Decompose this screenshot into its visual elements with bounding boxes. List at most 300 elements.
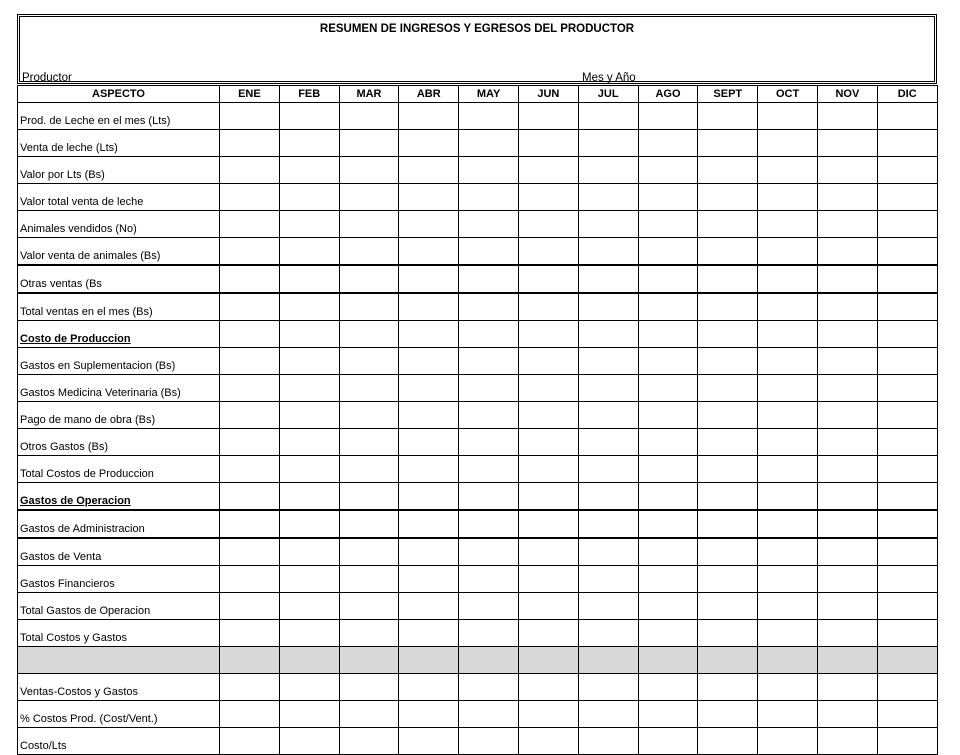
month-cell-may[interactable] xyxy=(459,593,519,620)
month-cell-jun[interactable] xyxy=(518,293,578,321)
month-cell-nov[interactable] xyxy=(817,456,877,483)
month-cell-abr[interactable] xyxy=(399,293,459,321)
month-cell-feb[interactable] xyxy=(279,130,339,157)
month-cell-nov[interactable] xyxy=(817,184,877,211)
month-cell-oct[interactable] xyxy=(758,728,818,755)
month-cell-ene[interactable] xyxy=(220,348,280,375)
month-cell-ago[interactable] xyxy=(638,348,698,375)
month-cell-dic[interactable] xyxy=(877,184,937,211)
month-cell-ago[interactable] xyxy=(638,593,698,620)
month-cell-sept[interactable] xyxy=(698,538,758,566)
month-cell-abr[interactable] xyxy=(399,103,459,130)
month-cell-feb[interactable] xyxy=(279,483,339,511)
month-cell-ago[interactable] xyxy=(638,402,698,429)
month-cell-mar[interactable] xyxy=(339,701,399,728)
month-cell-feb[interactable] xyxy=(279,103,339,130)
month-cell-jul[interactable] xyxy=(578,456,638,483)
month-cell-may[interactable] xyxy=(459,184,519,211)
month-cell-ene[interactable] xyxy=(220,402,280,429)
month-cell-oct[interactable] xyxy=(758,566,818,593)
month-cell-dic[interactable] xyxy=(877,238,937,266)
month-cell-ago[interactable] xyxy=(638,566,698,593)
month-cell-jun[interactable] xyxy=(518,402,578,429)
month-cell-ago[interactable] xyxy=(638,375,698,402)
month-cell-dic[interactable] xyxy=(877,429,937,456)
month-cell-nov[interactable] xyxy=(817,620,877,647)
month-cell-oct[interactable] xyxy=(758,321,818,348)
month-cell-nov[interactable] xyxy=(817,728,877,755)
month-cell-may[interactable] xyxy=(459,238,519,266)
month-cell-ene[interactable] xyxy=(220,456,280,483)
month-cell-ene[interactable] xyxy=(220,429,280,456)
month-cell-nov[interactable] xyxy=(817,348,877,375)
month-cell-mar[interactable] xyxy=(339,211,399,238)
month-cell-abr[interactable] xyxy=(399,321,459,348)
month-cell-may[interactable] xyxy=(459,566,519,593)
month-cell-jul[interactable] xyxy=(578,265,638,293)
month-cell-ago[interactable] xyxy=(638,429,698,456)
row-label: Gastos de Administracion xyxy=(18,510,220,538)
month-cell-nov[interactable] xyxy=(817,293,877,321)
month-cell-jun[interactable] xyxy=(518,647,578,674)
month-cell-jul[interactable] xyxy=(578,483,638,511)
month-cell-sept[interactable] xyxy=(698,211,758,238)
month-cell-ago[interactable] xyxy=(638,238,698,266)
row-label: Gastos Financieros xyxy=(18,566,220,593)
month-cell-mar[interactable] xyxy=(339,348,399,375)
month-cell-jul[interactable] xyxy=(578,402,638,429)
month-cell-feb[interactable] xyxy=(279,456,339,483)
month-cell-dic[interactable] xyxy=(877,211,937,238)
month-cell-ago[interactable] xyxy=(638,538,698,566)
month-cell-oct[interactable] xyxy=(758,157,818,184)
month-cell-jun[interactable] xyxy=(518,620,578,647)
month-cell-dic[interactable] xyxy=(877,510,937,538)
month-cell-oct[interactable] xyxy=(758,510,818,538)
month-cell-feb[interactable] xyxy=(279,402,339,429)
month-cell-mar[interactable] xyxy=(339,728,399,755)
month-cell-jul[interactable] xyxy=(578,348,638,375)
month-cell-nov[interactable] xyxy=(817,130,877,157)
month-cell-mar[interactable] xyxy=(339,429,399,456)
month-cell-abr[interactable] xyxy=(399,728,459,755)
month-cell-may[interactable] xyxy=(459,483,519,511)
month-cell-abr[interactable] xyxy=(399,348,459,375)
month-cell-may[interactable] xyxy=(459,211,519,238)
month-cell-abr[interactable] xyxy=(399,211,459,238)
month-cell-jul[interactable] xyxy=(578,375,638,402)
month-cell-sept[interactable] xyxy=(698,701,758,728)
month-cell-jun[interactable] xyxy=(518,348,578,375)
month-cell-dic[interactable] xyxy=(877,701,937,728)
month-cell-mar[interactable] xyxy=(339,184,399,211)
table-row xyxy=(18,265,938,293)
month-cell-oct[interactable] xyxy=(758,348,818,375)
month-cell-jul[interactable] xyxy=(578,321,638,348)
month-cell-oct[interactable] xyxy=(758,265,818,293)
month-cell-oct[interactable] xyxy=(758,701,818,728)
month-cell-may[interactable] xyxy=(459,402,519,429)
month-cell-abr[interactable] xyxy=(399,674,459,701)
month-cell-oct[interactable] xyxy=(758,375,818,402)
month-cell-ene[interactable] xyxy=(220,130,280,157)
month-cell-dic[interactable] xyxy=(877,348,937,375)
month-cell-jun[interactable] xyxy=(518,483,578,511)
month-cell-jun[interactable] xyxy=(518,375,578,402)
month-cell-sept[interactable] xyxy=(698,402,758,429)
month-cell-feb[interactable] xyxy=(279,593,339,620)
month-cell-ago[interactable] xyxy=(638,674,698,701)
month-cell-dic[interactable] xyxy=(877,375,937,402)
month-cell-nov[interactable] xyxy=(817,321,877,348)
month-cell-oct[interactable] xyxy=(758,184,818,211)
month-cell-may[interactable] xyxy=(459,620,519,647)
month-cell-sept[interactable] xyxy=(698,456,758,483)
month-cell-mar[interactable] xyxy=(339,538,399,566)
table-row xyxy=(18,348,938,375)
month-cell-oct[interactable] xyxy=(758,538,818,566)
month-cell-sept[interactable] xyxy=(698,321,758,348)
month-cell-nov[interactable] xyxy=(817,103,877,130)
month-cell-jul[interactable] xyxy=(578,538,638,566)
month-cell-oct[interactable] xyxy=(758,238,818,266)
month-cell-abr[interactable] xyxy=(399,157,459,184)
month-cell-nov[interactable] xyxy=(817,674,877,701)
month-cell-sept[interactable] xyxy=(698,238,758,266)
month-cell-sept[interactable] xyxy=(698,184,758,211)
month-cell-oct[interactable] xyxy=(758,593,818,620)
month-cell-feb[interactable] xyxy=(279,701,339,728)
month-cell-mar[interactable] xyxy=(339,265,399,293)
month-cell-jul[interactable] xyxy=(578,620,638,647)
month-cell-may[interactable] xyxy=(459,510,519,538)
month-cell-nov[interactable] xyxy=(817,211,877,238)
month-cell-mar[interactable] xyxy=(339,157,399,184)
month-cell-ene[interactable] xyxy=(220,238,280,266)
month-cell-feb[interactable] xyxy=(279,510,339,538)
column-header-dic: DIC xyxy=(877,86,937,103)
month-cell-ene[interactable] xyxy=(220,701,280,728)
month-cell-may[interactable] xyxy=(459,674,519,701)
month-cell-may[interactable] xyxy=(459,293,519,321)
month-cell-ago[interactable] xyxy=(638,321,698,348)
month-cell-sept[interactable] xyxy=(698,593,758,620)
month-cell-ene[interactable] xyxy=(220,157,280,184)
month-cell-nov[interactable] xyxy=(817,402,877,429)
month-cell-abr[interactable] xyxy=(399,238,459,266)
month-cell-nov[interactable] xyxy=(817,429,877,456)
month-cell-ene[interactable] xyxy=(220,674,280,701)
month-cell-jun[interactable] xyxy=(518,566,578,593)
month-cell-ago[interactable] xyxy=(638,184,698,211)
month-cell-sept[interactable] xyxy=(698,103,758,130)
month-cell-ene[interactable] xyxy=(220,103,280,130)
table-row xyxy=(18,538,938,566)
month-cell-may[interactable] xyxy=(459,375,519,402)
month-cell-sept[interactable] xyxy=(698,265,758,293)
month-cell-ago[interactable] xyxy=(638,510,698,538)
month-cell-oct[interactable] xyxy=(758,103,818,130)
month-cell-ago[interactable] xyxy=(638,728,698,755)
month-cell-ene[interactable] xyxy=(220,647,280,674)
month-cell-abr[interactable] xyxy=(399,510,459,538)
month-cell-dic[interactable] xyxy=(877,130,937,157)
month-cell-ago[interactable] xyxy=(638,103,698,130)
month-cell-jun[interactable] xyxy=(518,674,578,701)
month-cell-jun[interactable] xyxy=(518,130,578,157)
month-cell-abr[interactable] xyxy=(399,647,459,674)
month-cell-oct[interactable] xyxy=(758,402,818,429)
month-cell-abr[interactable] xyxy=(399,265,459,293)
month-cell-feb[interactable] xyxy=(279,184,339,211)
month-cell-oct[interactable] xyxy=(758,456,818,483)
month-cell-ene[interactable] xyxy=(220,184,280,211)
month-cell-jul[interactable] xyxy=(578,728,638,755)
month-cell-nov[interactable] xyxy=(817,593,877,620)
table-body xyxy=(18,103,938,755)
month-cell-abr[interactable] xyxy=(399,593,459,620)
month-cell-feb[interactable] xyxy=(279,211,339,238)
month-cell-may[interactable] xyxy=(459,265,519,293)
month-cell-feb[interactable] xyxy=(279,238,339,266)
month-cell-abr[interactable] xyxy=(399,701,459,728)
month-cell-mar[interactable] xyxy=(339,321,399,348)
month-cell-jun[interactable] xyxy=(518,184,578,211)
month-cell-sept[interactable] xyxy=(698,130,758,157)
month-cell-nov[interactable] xyxy=(817,647,877,674)
month-cell-ago[interactable] xyxy=(638,647,698,674)
month-cell-may[interactable] xyxy=(459,728,519,755)
month-cell-oct[interactable] xyxy=(758,130,818,157)
month-cell-ene[interactable] xyxy=(220,510,280,538)
month-cell-sept[interactable] xyxy=(698,728,758,755)
month-cell-feb[interactable] xyxy=(279,674,339,701)
month-cell-sept[interactable] xyxy=(698,157,758,184)
month-cell-dic[interactable] xyxy=(877,728,937,755)
month-cell-jun[interactable] xyxy=(518,157,578,184)
month-cell-oct[interactable] xyxy=(758,483,818,511)
month-cell-jun[interactable] xyxy=(518,728,578,755)
month-cell-sept[interactable] xyxy=(698,510,758,538)
month-cell-ago[interactable] xyxy=(638,483,698,511)
month-cell-ene[interactable] xyxy=(220,538,280,566)
month-cell-jun[interactable] xyxy=(518,321,578,348)
month-cell-dic[interactable] xyxy=(877,157,937,184)
table-row xyxy=(18,456,938,483)
month-cell-jun[interactable] xyxy=(518,429,578,456)
month-cell-sept[interactable] xyxy=(698,674,758,701)
month-cell-jun[interactable] xyxy=(518,510,578,538)
month-cell-jul[interactable] xyxy=(578,429,638,456)
month-cell-ene[interactable] xyxy=(220,483,280,511)
month-cell-dic[interactable] xyxy=(877,456,937,483)
month-cell-sept[interactable] xyxy=(698,620,758,647)
month-cell-jun[interactable] xyxy=(518,701,578,728)
month-cell-feb[interactable] xyxy=(279,321,339,348)
month-cell-abr[interactable] xyxy=(399,483,459,511)
month-cell-feb[interactable] xyxy=(279,538,339,566)
month-cell-nov[interactable] xyxy=(817,510,877,538)
month-cell-dic[interactable] xyxy=(877,321,937,348)
month-cell-abr[interactable] xyxy=(399,184,459,211)
month-cell-ene[interactable] xyxy=(220,321,280,348)
month-cell-abr[interactable] xyxy=(399,566,459,593)
month-cell-feb[interactable] xyxy=(279,728,339,755)
month-cell-dic[interactable] xyxy=(877,620,937,647)
month-cell-ene[interactable] xyxy=(220,593,280,620)
month-cell-ene[interactable] xyxy=(220,375,280,402)
month-cell-may[interactable] xyxy=(459,321,519,348)
month-cell-dic[interactable] xyxy=(877,566,937,593)
month-cell-ago[interactable] xyxy=(638,293,698,321)
month-cell-abr[interactable] xyxy=(399,130,459,157)
month-cell-abr[interactable] xyxy=(399,538,459,566)
month-cell-ene[interactable] xyxy=(220,566,280,593)
month-cell-dic[interactable] xyxy=(877,265,937,293)
month-cell-oct[interactable] xyxy=(758,674,818,701)
month-cell-jun[interactable] xyxy=(518,538,578,566)
month-cell-feb[interactable] xyxy=(279,620,339,647)
month-cell-ago[interactable] xyxy=(638,265,698,293)
month-cell-ago[interactable] xyxy=(638,620,698,647)
month-cell-sept[interactable] xyxy=(698,375,758,402)
month-cell-mar[interactable] xyxy=(339,593,399,620)
month-cell-jul[interactable] xyxy=(578,674,638,701)
month-cell-jun[interactable] xyxy=(518,211,578,238)
month-cell-jul[interactable] xyxy=(578,566,638,593)
month-cell-may[interactable] xyxy=(459,701,519,728)
month-cell-abr[interactable] xyxy=(399,429,459,456)
month-cell-oct[interactable] xyxy=(758,293,818,321)
month-cell-dic[interactable] xyxy=(877,103,937,130)
month-cell-jul[interactable] xyxy=(578,238,638,266)
month-cell-nov[interactable] xyxy=(817,157,877,184)
month-cell-dic[interactable] xyxy=(877,674,937,701)
month-cell-mar[interactable] xyxy=(339,647,399,674)
month-cell-ago[interactable] xyxy=(638,157,698,184)
month-cell-dic[interactable] xyxy=(877,593,937,620)
month-cell-nov[interactable] xyxy=(817,483,877,511)
month-cell-may[interactable] xyxy=(459,157,519,184)
month-cell-may[interactable] xyxy=(459,456,519,483)
month-cell-nov[interactable] xyxy=(817,566,877,593)
month-cell-mar[interactable] xyxy=(339,293,399,321)
month-cell-ago[interactable] xyxy=(638,211,698,238)
month-cell-ene[interactable] xyxy=(220,293,280,321)
month-cell-jul[interactable] xyxy=(578,293,638,321)
month-cell-dic[interactable] xyxy=(877,483,937,511)
month-cell-mar[interactable] xyxy=(339,375,399,402)
month-cell-mar[interactable] xyxy=(339,402,399,429)
month-cell-ene[interactable] xyxy=(220,211,280,238)
month-cell-dic[interactable] xyxy=(877,402,937,429)
month-cell-mar[interactable] xyxy=(339,510,399,538)
month-cell-dic[interactable] xyxy=(877,538,937,566)
month-cell-feb[interactable] xyxy=(279,429,339,456)
month-cell-nov[interactable] xyxy=(817,375,877,402)
month-cell-may[interactable] xyxy=(459,348,519,375)
income-expense-table xyxy=(17,85,938,755)
month-cell-nov[interactable] xyxy=(817,238,877,266)
month-cell-sept[interactable] xyxy=(698,647,758,674)
month-cell-dic[interactable] xyxy=(877,293,937,321)
month-cell-feb[interactable] xyxy=(279,566,339,593)
month-cell-abr[interactable] xyxy=(399,456,459,483)
month-cell-jul[interactable] xyxy=(578,593,638,620)
month-cell-nov[interactable] xyxy=(817,265,877,293)
table-row xyxy=(18,402,938,429)
month-cell-ene[interactable] xyxy=(220,728,280,755)
month-cell-jul[interactable] xyxy=(578,647,638,674)
month-cell-jun[interactable] xyxy=(518,456,578,483)
row-label: % Costos Prod. (Cost/Vent.) xyxy=(18,701,220,728)
month-cell-may[interactable] xyxy=(459,130,519,157)
month-cell-may[interactable] xyxy=(459,429,519,456)
month-cell-jul[interactable] xyxy=(578,211,638,238)
month-cell-mar[interactable] xyxy=(339,674,399,701)
month-cell-sept[interactable] xyxy=(698,293,758,321)
month-cell-mar[interactable] xyxy=(339,620,399,647)
month-cell-ago[interactable] xyxy=(638,456,698,483)
month-cell-feb[interactable] xyxy=(279,293,339,321)
month-cell-feb[interactable] xyxy=(279,375,339,402)
month-cell-feb[interactable] xyxy=(279,348,339,375)
month-cell-ago[interactable] xyxy=(638,701,698,728)
month-cell-jul[interactable] xyxy=(578,184,638,211)
month-cell-jun[interactable] xyxy=(518,265,578,293)
month-cell-may[interactable] xyxy=(459,103,519,130)
month-cell-mar[interactable] xyxy=(339,238,399,266)
month-cell-oct[interactable] xyxy=(758,647,818,674)
month-cell-feb[interactable] xyxy=(279,157,339,184)
month-cell-jul[interactable] xyxy=(578,157,638,184)
month-cell-mar[interactable] xyxy=(339,456,399,483)
month-cell-jun[interactable] xyxy=(518,593,578,620)
month-cell-mar[interactable] xyxy=(339,130,399,157)
month-cell-may[interactable] xyxy=(459,538,519,566)
month-cell-nov[interactable] xyxy=(817,701,877,728)
month-cell-ene[interactable] xyxy=(220,265,280,293)
month-cell-abr[interactable] xyxy=(399,375,459,402)
column-header-ene: ENE xyxy=(220,86,280,103)
month-cell-abr[interactable] xyxy=(399,620,459,647)
month-cell-jul[interactable] xyxy=(578,103,638,130)
month-cell-sept[interactable] xyxy=(698,483,758,511)
month-cell-jul[interactable] xyxy=(578,701,638,728)
month-cell-may[interactable] xyxy=(459,647,519,674)
month-cell-jun[interactable] xyxy=(518,103,578,130)
month-cell-mar[interactable] xyxy=(339,566,399,593)
month-cell-sept[interactable] xyxy=(698,566,758,593)
month-cell-sept[interactable] xyxy=(698,348,758,375)
month-cell-feb[interactable] xyxy=(279,647,339,674)
month-cell-oct[interactable] xyxy=(758,211,818,238)
month-cell-jun[interactable] xyxy=(518,238,578,266)
month-cell-jul[interactable] xyxy=(578,510,638,538)
month-cell-mar[interactable] xyxy=(339,103,399,130)
month-cell-mar[interactable] xyxy=(339,483,399,511)
month-cell-nov[interactable] xyxy=(817,538,877,566)
month-cell-feb[interactable] xyxy=(279,265,339,293)
month-cell-ene[interactable] xyxy=(220,620,280,647)
month-cell-ago[interactable] xyxy=(638,130,698,157)
month-cell-jul[interactable] xyxy=(578,130,638,157)
month-cell-oct[interactable] xyxy=(758,429,818,456)
month-cell-abr[interactable] xyxy=(399,402,459,429)
month-cell-dic[interactable] xyxy=(877,647,937,674)
month-cell-oct[interactable] xyxy=(758,620,818,647)
month-cell-sept[interactable] xyxy=(698,429,758,456)
